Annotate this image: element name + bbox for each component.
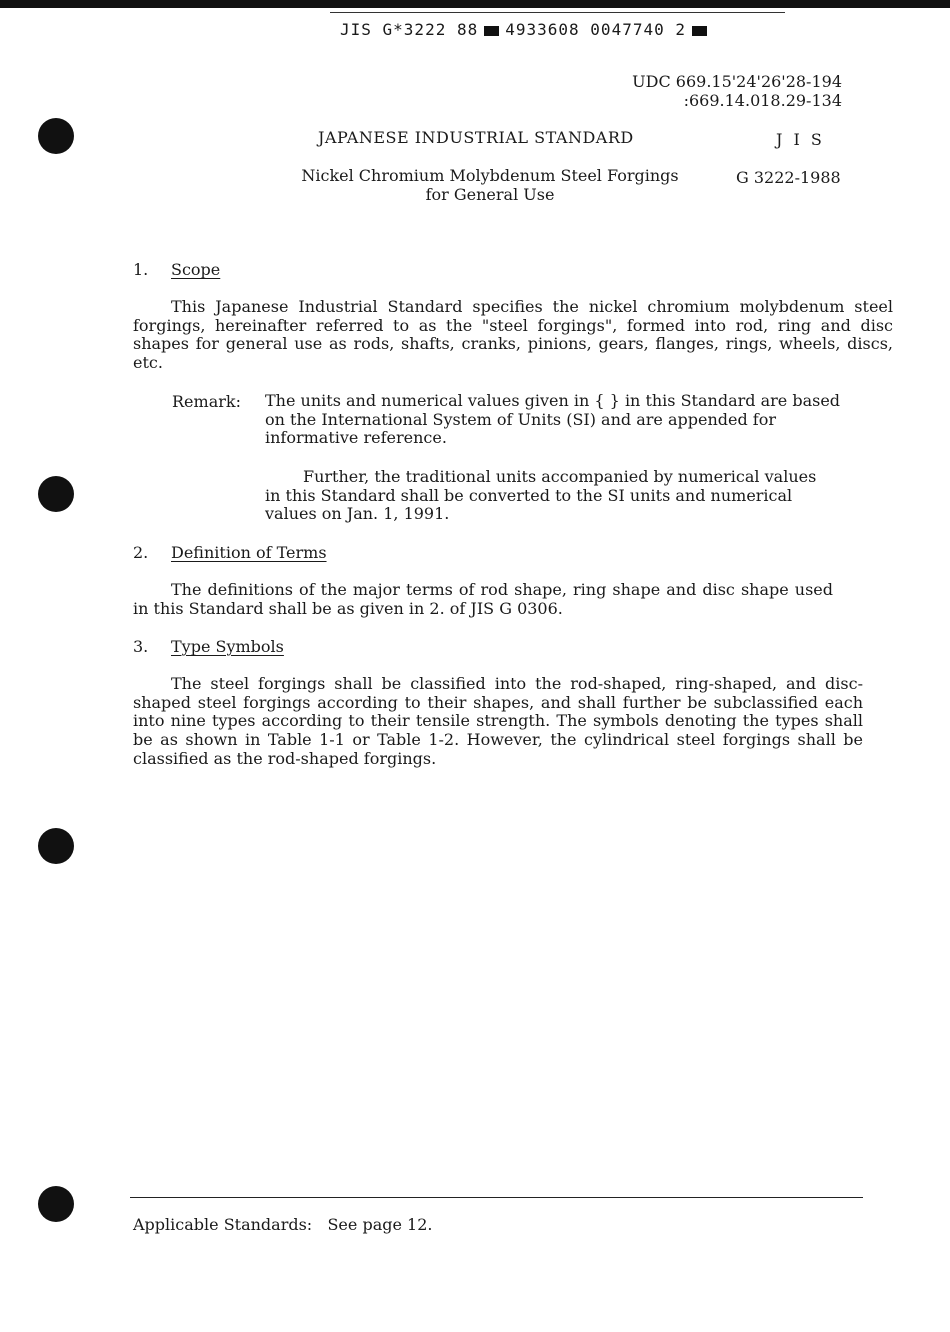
punch-hole-icon	[38, 828, 74, 864]
footer-label: Applicable Standards:	[133, 1215, 313, 1234]
document-code-line	[340, 20, 713, 39]
section-title: Type Symbols	[171, 637, 284, 656]
page-title: JAPANESE INDUSTRIAL STANDARD	[318, 128, 634, 147]
section-body-type-symbols: The steel forgings shall be classified into the rod-shaped, ring-shaped, and disc-shaped steel forgings according to their shapes, and shall further be subclassified each into nine types according to their tensile strength. The symbols denoting the types shall be as shown in Table 1-1 or Table 1-2. However, the cylindrical steel forgings shall be classified as the rod-shaped forgings.	[133, 674, 863, 768]
punch-hole-icon	[38, 476, 74, 512]
section-heading-scope	[133, 260, 220, 279]
scan-top-border	[0, 0, 950, 8]
section-heading-definitions	[133, 543, 327, 562]
subtitle-line-1: Nickel Chromium Molybdenum Steel Forgings	[301, 166, 679, 185]
block-mark	[484, 26, 499, 36]
footer-note	[133, 1215, 432, 1234]
udc-block	[632, 72, 842, 110]
remark-text-1: The units and numerical values given in { } in this Standard are based on the International System of Units (SI) and are appended for informative reference.	[265, 391, 841, 448]
remark-label: Remark:	[172, 392, 241, 411]
section-body-definitions: The definitions of the major terms of rod shape, ring shape and disc shape used in this Standard shall be as given in 2. of JIS G 0306.	[133, 580, 833, 618]
footer-value: See page 12.	[327, 1215, 433, 1234]
section-number: 2.	[133, 543, 149, 562]
section-title: Scope	[171, 260, 221, 279]
udc-line-1: UDC 669.15'24'26'28-194	[632, 72, 842, 91]
udc-line-2: :669.14.018.29-134	[683, 91, 842, 110]
subtitle-line-2: for General Use	[425, 185, 555, 204]
section-heading-type-symbols	[133, 637, 284, 656]
remark-text-2: Further, the traditional units accompanied by numerical values in this Standard shall be converted to the SI units and numerical values on Jan. 1, 1991.	[265, 467, 817, 524]
section-number: 1.	[133, 260, 149, 279]
code-left: JIS G*3222 88	[340, 20, 479, 39]
standard-number: G 3222-1988	[736, 168, 841, 187]
jis-mark: J I S	[776, 130, 825, 149]
section-title: Definition of Terms	[171, 543, 327, 562]
punch-hole-icon	[38, 118, 74, 154]
section-body-scope: This Japanese Industrial Standard specifies the nickel chromium molybdenum steel forgings, hereinafter referred to as the "steel forgings", formed into rod, ring and disc shapes for general use as rods, shafts, cranks, pinions, gears, flanges, rings, wheels, discs, etc.	[133, 297, 893, 373]
punch-hole-icon	[38, 1186, 74, 1222]
code-right: 4933608 0047740 2	[505, 20, 686, 39]
header-rule	[330, 12, 785, 13]
section-number: 3.	[133, 637, 149, 656]
footer-rule	[130, 1197, 863, 1198]
block-mark	[692, 26, 707, 36]
document-subtitle	[285, 166, 695, 204]
